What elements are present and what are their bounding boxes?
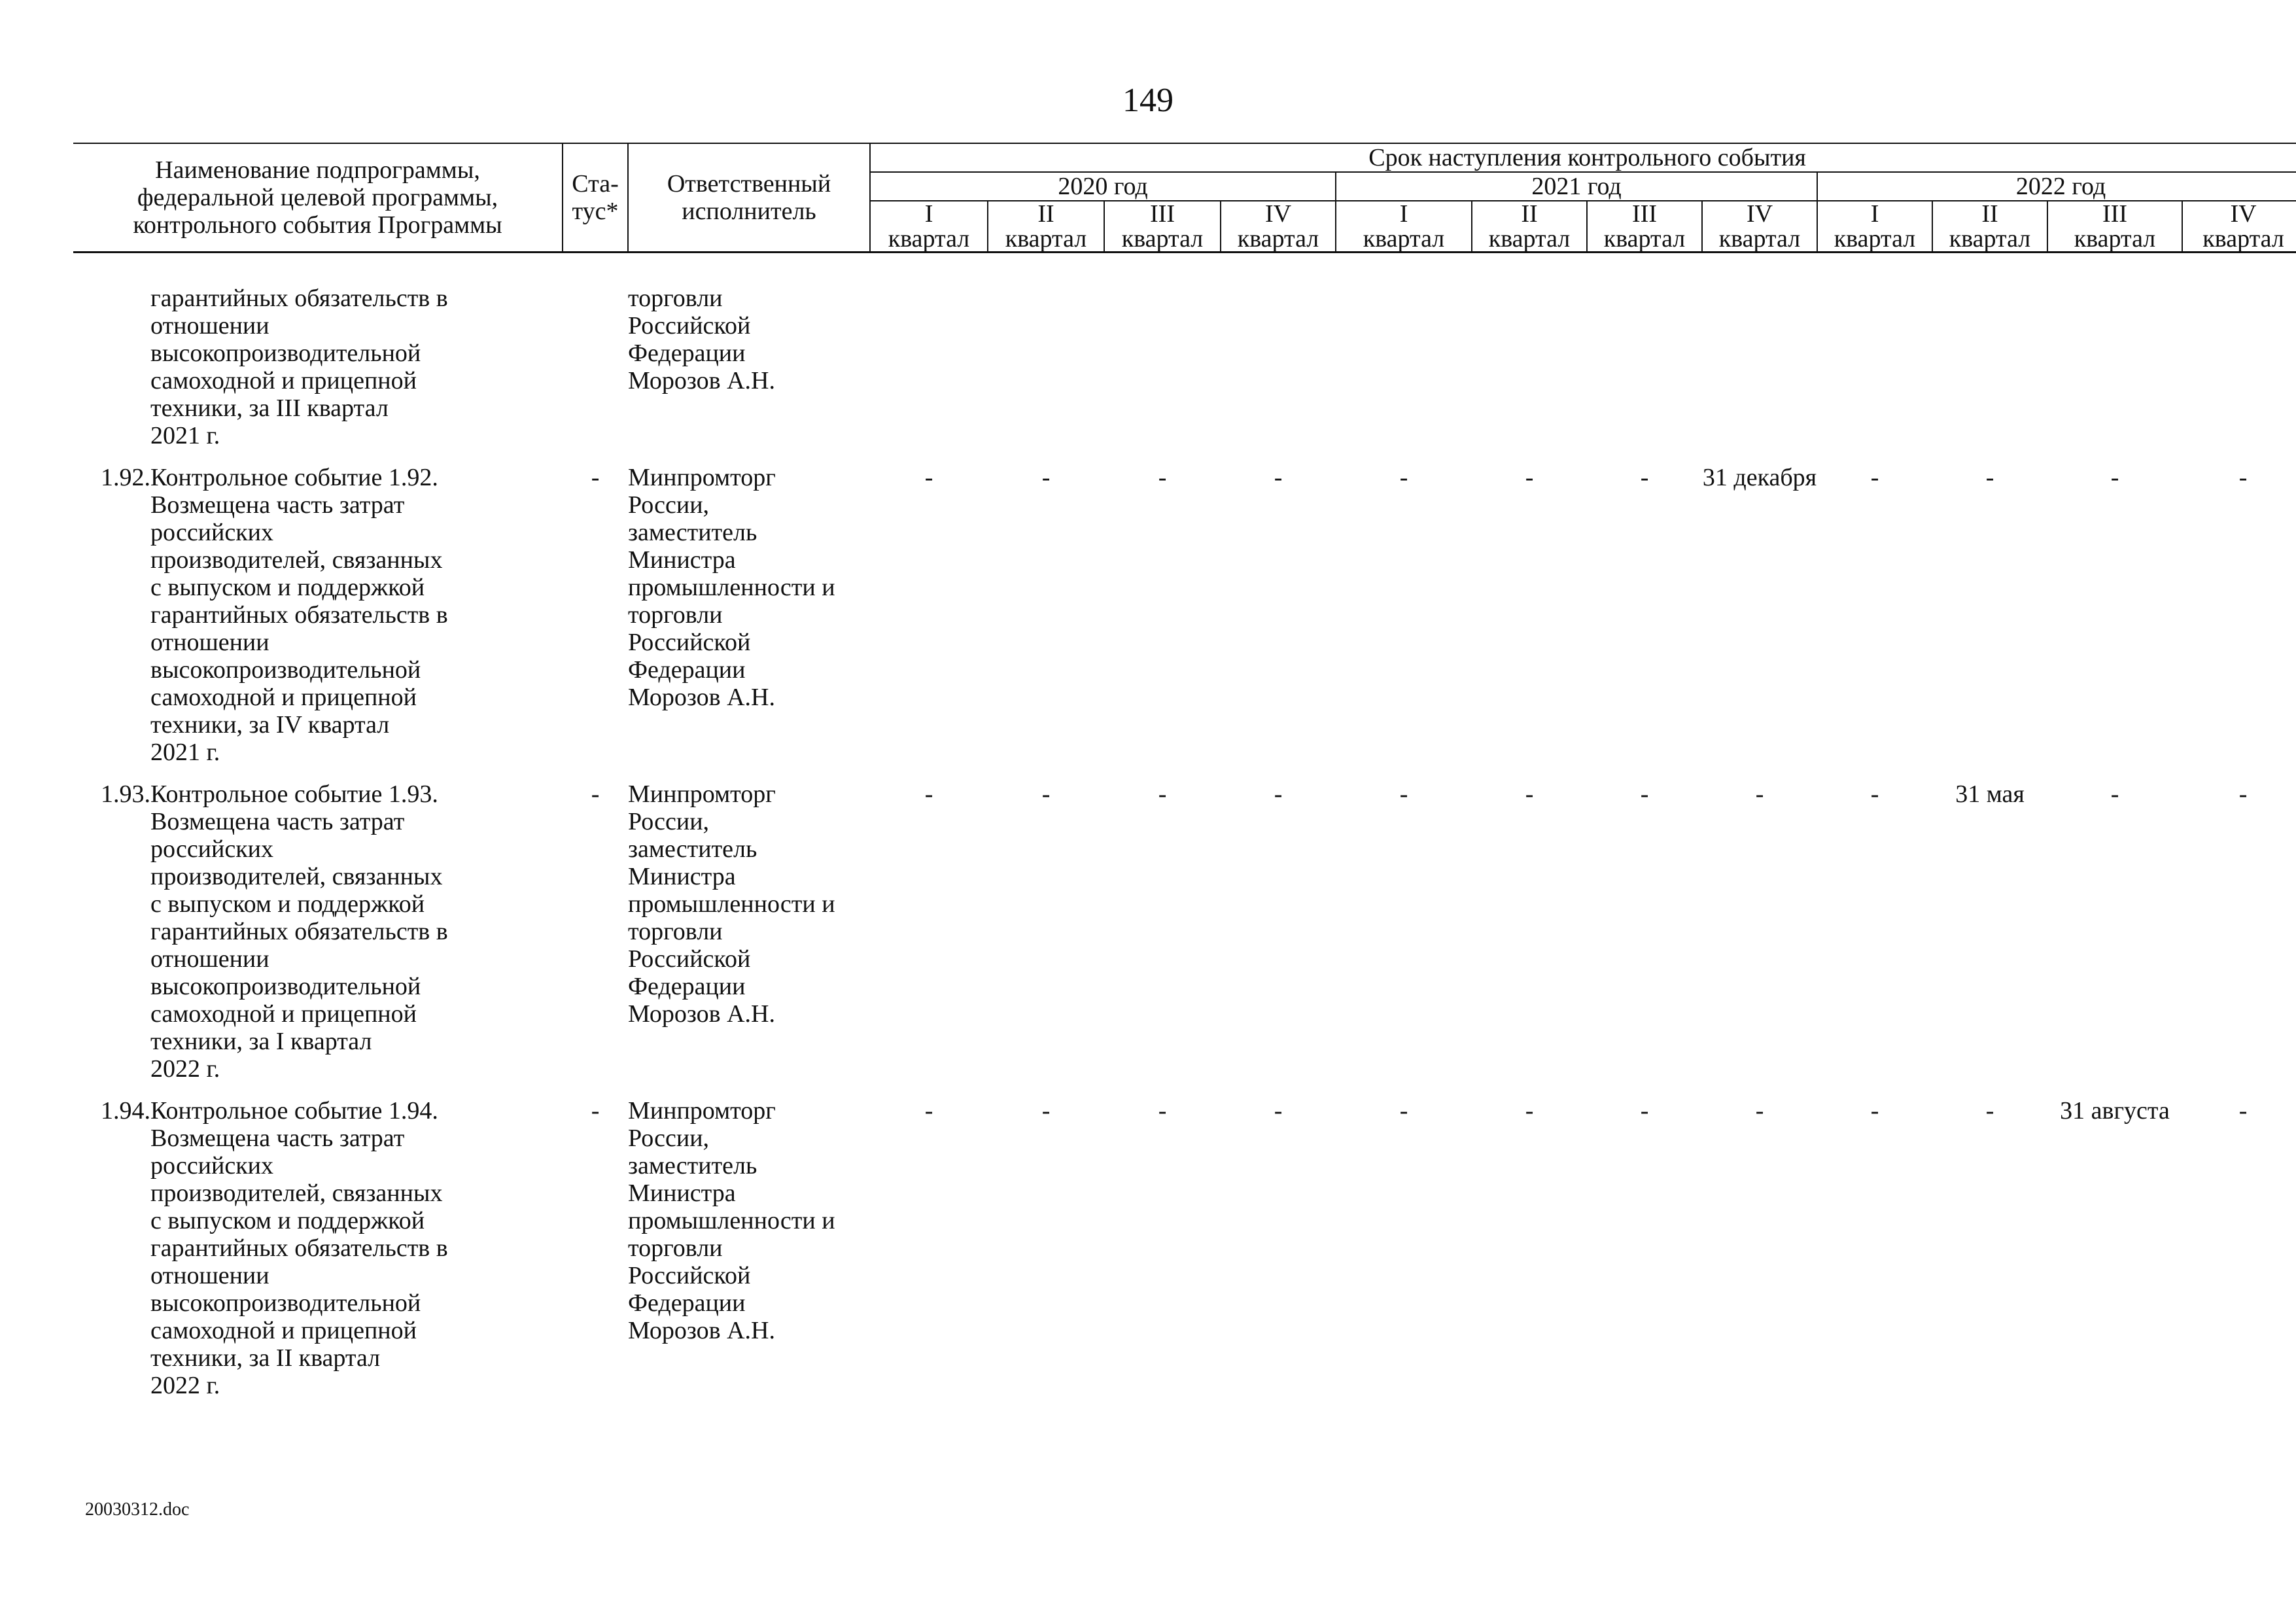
deadline-cell: 31 августа [2060, 1097, 2170, 1125]
deadline-cell: - [1755, 1097, 1764, 1125]
quarter-label: квартал [1363, 225, 1445, 253]
responsible-executor: торговли Российской Федерации Морозов А.Н. [628, 285, 775, 394]
deadline-cell: - [1870, 1097, 1879, 1125]
deadline-cell: - [1985, 464, 1994, 491]
page-number: 149 [1122, 82, 1174, 119]
deadline-cell: - [1158, 1097, 1167, 1125]
quarter-numeral: III [1150, 200, 1175, 228]
row-number: 1.93. [101, 780, 150, 808]
quarter-label: квартал [2074, 225, 2156, 253]
deadline-cell: - [924, 780, 933, 808]
event-status [563, 285, 628, 449]
deadline-cell [870, 285, 988, 449]
header-quarter-1 [870, 201, 988, 253]
deadline-cell: - [2238, 464, 2248, 491]
responsible-executor: Минпромторг России, заместитель Министра промышленности и торговли Российской Федерации Морозов А.Н. [628, 780, 835, 1028]
quarter-label: квартал [1834, 225, 1916, 253]
deadline-cell: - [1525, 1097, 1534, 1125]
row-number: 1.92. [101, 464, 150, 491]
header-year-2022: 2022 год [1817, 172, 2296, 201]
deadline-cell: - [924, 464, 933, 491]
deadline-cell: - [924, 1097, 933, 1125]
quarter-label: квартал [888, 225, 970, 253]
header-quarter-5 [1336, 201, 1472, 253]
deadline-cell: - [1041, 464, 1051, 491]
deadline-cell: - [1870, 464, 1879, 491]
quarter-numeral: I [1399, 200, 1408, 228]
quarter-numeral: II [1037, 200, 1054, 228]
deadline-cell: - [1274, 780, 1283, 808]
header-name-column: Наименование подпрограммы, федеральной целевой программы, контрольного события Программы [73, 143, 563, 253]
row-number [73, 285, 150, 449]
footer-filename: 20030312.doc [85, 1499, 190, 1520]
deadline-cell: - [1041, 780, 1051, 808]
event-name: Контрольное событие 1.94. Возмещена часть затрат российских производителей, связанных с выпуском и поддержкой гарантийных обязательств в отношении высокопроизводительной самоходной и прицепной техники, за II квартал 2022 г. [150, 1097, 448, 1399]
event-name: Контрольное событие 1.92. Возмещена часть затрат российских производителей, связанных с выпуском и поддержкой гарантийных обязательств в отношении высокопроизводительной самоходной и прицепной техники, за IV квартал 2021 г. [150, 464, 448, 766]
event-name: гарантийных обязательств в отношении высокопроизводительной самоходной и прицепной техники, за III квартал 2021 г. [150, 285, 448, 449]
header-quarter-11 [2047, 201, 2182, 253]
header-deadline-title: Срок наступления контрольного события [870, 143, 2296, 172]
quarter-numeral: II [1981, 200, 1998, 228]
header-quarter-7 [1587, 201, 1702, 253]
deadline-cell: - [2110, 780, 2119, 808]
table-row [73, 285, 2296, 449]
deadline-cell: - [1755, 780, 1764, 808]
deadline-cell: - [1041, 1097, 1051, 1125]
quarter-numeral: II [1521, 200, 1538, 228]
deadline-cell: - [1399, 464, 1408, 491]
deadline-cell: - [1640, 464, 1649, 491]
deadline-cell [1932, 285, 2047, 449]
header-quarter-6 [1472, 201, 1587, 253]
header-status-column: Ста- тус* [563, 143, 628, 253]
quarter-numeral: IV [1264, 200, 1292, 228]
deadline-cell [2047, 285, 2182, 449]
deadline-cell: - [1870, 780, 1879, 808]
header-quarter-10 [1932, 201, 2047, 253]
deadline-cell: - [1640, 780, 1649, 808]
header-year-2020: 2020 год [870, 172, 1336, 201]
responsible-executor: Минпромторг России, заместитель Министра промышленности и торговли Российской Федерации Морозов А.Н. [628, 464, 835, 711]
deadline-cell [1104, 285, 1221, 449]
deadline-cell: - [1640, 1097, 1649, 1125]
deadline-cell [988, 285, 1104, 449]
header-quarter-4 [1221, 201, 1336, 253]
quarter-label: квартал [1949, 225, 2031, 253]
control-events-table [73, 143, 2296, 1399]
header-quarter-8 [1702, 201, 1817, 253]
deadline-cell: - [1274, 1097, 1283, 1125]
row-number: 1.94. [101, 1097, 150, 1125]
deadline-cell [2182, 285, 2296, 449]
header-quarter-9 [1817, 201, 1932, 253]
quarter-label: квартал [2202, 225, 2284, 253]
header-year-2021: 2021 год [1336, 172, 1817, 201]
deadline-cell: 31 мая [1955, 780, 2025, 808]
deadline-cell [1702, 285, 1817, 449]
deadline-cell: - [1158, 464, 1167, 491]
event-status: - [591, 780, 600, 808]
event-status: - [591, 464, 600, 491]
deadline-cell: - [1985, 1097, 1994, 1125]
header-quarter-2 [988, 201, 1104, 253]
deadline-cell: - [1158, 780, 1167, 808]
header-quarter-3 [1104, 201, 1221, 253]
deadline-cell [1587, 285, 1702, 449]
quarter-numeral: IV [2230, 200, 2257, 228]
quarter-numeral: IV [1746, 200, 1773, 228]
deadline-cell: - [1274, 464, 1283, 491]
quarter-numeral: I [924, 200, 933, 228]
quarter-label: квартал [1005, 225, 1087, 253]
deadline-cell: - [2238, 780, 2248, 808]
event-name: Контрольное событие 1.93. Возмещена часть затрат российских производителей, связанных с выпуском и поддержкой гарантийных обязательств в отношении высокопроизводительной самоходной и прицепной техники, за I квартал 2022 г. [150, 780, 448, 1083]
deadline-cell: - [1399, 1097, 1408, 1125]
quarter-numeral: I [1870, 200, 1879, 228]
quarter-label: квартал [1718, 225, 1801, 253]
deadline-cell [1817, 285, 1932, 449]
quarter-numeral: III [1632, 200, 1657, 228]
responsible-executor: Минпромторг России, заместитель Министра промышленности и торговли Российской Федерации Морозов А.Н. [628, 1097, 835, 1344]
table-row [73, 1097, 2296, 1399]
table-row [73, 780, 2296, 1083]
quarter-label: квартал [1603, 225, 1686, 253]
quarter-label: квартал [1121, 225, 1204, 253]
event-status: - [591, 1097, 600, 1125]
deadline-cell [1336, 285, 1472, 449]
deadline-cell [1221, 285, 1336, 449]
deadline-cell: - [1525, 464, 1534, 491]
deadline-cell [1472, 285, 1587, 449]
quarter-label: квартал [1488, 225, 1571, 253]
deadline-cell: - [1399, 780, 1408, 808]
deadline-cell: - [1525, 780, 1534, 808]
deadline-cell: - [2238, 1097, 2248, 1125]
header-quarter-12 [2182, 201, 2296, 253]
header-executor-column: Ответственный исполнитель [628, 143, 870, 253]
quarter-label: квартал [1237, 225, 1319, 253]
quarter-numeral: III [2102, 200, 2127, 228]
deadline-cell: - [2110, 464, 2119, 491]
deadline-cell: 31 декабря [1702, 464, 1817, 491]
table-row [73, 464, 2296, 766]
